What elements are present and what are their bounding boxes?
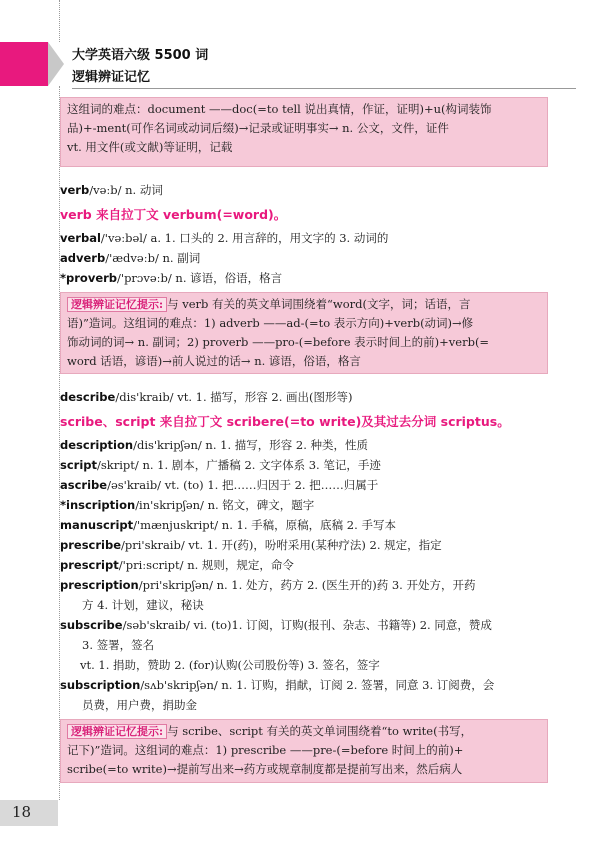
head-entry-verb <box>60 181 550 199</box>
entry-text: /səb'skraib/ vi. (to)1. 订阅，订购(报刊、杂志、书籍等) 2. 同意，赞成 <box>122 618 492 632</box>
tip-line: 语)”造词。这组词的难点：1) adverb ——ad-(=to 表示方向)+verb(动词)→修 <box>67 316 474 330</box>
entry-proverb <box>60 269 550 287</box>
tip-line: word 话语，谚语)→前人说过的话→ n. 谚语，俗语，格言 <box>67 354 361 368</box>
note-line: vt. 用文件(或文献)等证明，记载 <box>67 140 233 154</box>
headword: manuscript <box>60 518 134 532</box>
tip-text: 与 scribe、script 有关的英文单词围绕着“to write(书写， <box>167 724 473 738</box>
entry-text: /'vəːbəl/ a. 1. 口头的 2. 用言辞的，用文字的 3. 动词的 <box>100 231 389 245</box>
etymology-scribe: scribe、script 来自拉丁文 scribere(=to write)及其过去分词 scriptus。 <box>60 414 510 429</box>
page-number: 18 <box>12 803 32 821</box>
headword: subscription <box>60 678 141 692</box>
entry-text: /dis'kraib/ vt. 1. 描写，形容 2. 画出(图形等) <box>115 390 353 404</box>
headword: description <box>60 438 134 452</box>
tip-label: 逻辑辨证记忆提示: <box>67 724 167 739</box>
entry-subscribe-continued: 3. 签署，签名 <box>82 638 155 652</box>
headword: verbal <box>60 231 101 245</box>
tip-text: 与 verb 有关的英文单词围绕着“word(文字，词；话语，言 <box>167 297 471 311</box>
entry-description <box>60 436 550 454</box>
entry-inscription <box>60 496 550 514</box>
section-tab-marker <box>0 42 48 86</box>
headword: prescribe <box>60 538 122 552</box>
entry-text: /skript/ n. 1. 剧本，广播稿 2. 文字体系 3. 笔记，手迹 <box>97 458 381 472</box>
headword: prescription <box>60 578 139 592</box>
entry-script <box>60 456 550 474</box>
tip-label: 逻辑辨证记忆提示: <box>67 297 167 312</box>
entry-text: /'ædvəːb/ n. 副词 <box>105 251 201 265</box>
entry-adverb <box>60 249 550 267</box>
margin-dotted-line-top <box>59 0 60 42</box>
headword: ascribe <box>60 478 108 492</box>
head-entry-describe <box>60 388 550 406</box>
entry-text: /'mænjuskript/ n. 1. 手稿，原稿，底稿 2. 手写本 <box>133 518 396 532</box>
scribe-tip-box <box>60 719 548 783</box>
entry-prescription <box>60 576 550 594</box>
entry-prescription-continued: 方 4. 计划，建议，秘诀 <box>82 598 204 612</box>
etymology-verb: verb 来自拉丁文 verbum(=word)。 <box>60 207 287 222</box>
headword: script <box>60 458 98 472</box>
tip-line: 记下)”造词。这组词的难点：1) prescribe ——pre-(=before 时间上的前)+ <box>67 743 464 757</box>
entry-text: /pri'skripʃən/ n. 1. 处方，药方 2. (医生开的)药 3. 开处方，开药 <box>138 578 476 592</box>
headword: verb <box>60 183 90 197</box>
tip-line <box>67 722 541 741</box>
section-tab-arrow <box>48 42 64 86</box>
headword: describe <box>60 390 116 404</box>
document-note-box <box>60 97 548 167</box>
headword: adverb <box>60 251 106 265</box>
entry-text: /əs'kraib/ vt. (to) 1. 把……归因于 2. 把……归属于 <box>107 478 379 492</box>
entry-subscribe <box>60 616 550 634</box>
entry-subscribe-vt: vt. 1. 捐助，赞助 2. (for)认购(公司股份等) 3. 签名，签字 <box>80 658 380 672</box>
tip-line: scribe(=to write)→提前写出来→药方或规章制度都是提前写出来，然后病人 <box>67 762 463 776</box>
entry-manuscript <box>60 516 550 534</box>
book-title: 大学英语六级 5500 词 <box>72 48 209 63</box>
entry-prescript <box>60 556 550 574</box>
entry-text: /dis'kripʃən/ n. 1. 描写，形容 2. 种类，性质 <box>133 438 369 452</box>
header-rule <box>72 88 576 89</box>
headword: prescript <box>60 558 119 572</box>
entry-verbal <box>60 229 550 247</box>
note-line: 这组词的难点：document ——doc(=to tell 说出真情，作证，证明)+u(构词装饰 <box>67 102 492 116</box>
headword: *proverb <box>60 271 118 285</box>
entry-ascribe <box>60 476 550 494</box>
entry-text: /vəːb/ n. 动词 <box>89 183 163 197</box>
headword: subscribe <box>60 618 123 632</box>
entry-text: /sʌb'skripʃən/ n. 1. 订购，捐献，订阅 2. 签署，同意 3. 订阅费，会 <box>140 678 495 692</box>
tip-line: 饰动词的词→ n. 副词；2) proverb ——pro-(=before 表示时间上的前)+verb(= <box>67 335 490 349</box>
tip-line <box>67 295 541 314</box>
headword: *inscription <box>60 498 136 512</box>
note-line: 品)+-ment(可作名词或动词后缀)→记录或证明事实→ n. 公文，文件，证件 <box>67 121 449 135</box>
entry-subscription-continued: 员费，用户费，捐助金 <box>82 698 197 712</box>
verb-tip-box <box>60 292 548 374</box>
section-title: 逻辑辨证记忆 <box>72 70 151 85</box>
entry-subscription <box>60 676 550 694</box>
entry-text: /pri'skraib/ vt. 1. 开(药)，吩咐采用(某种疗法) 2. 规定，指定 <box>121 538 442 552</box>
entry-prescribe <box>60 536 550 554</box>
entry-text: /in'skripʃən/ n. 铭文，碑文，题字 <box>135 498 315 512</box>
entry-text: /'priːscript/ n. 规则，规定，命令 <box>118 558 294 572</box>
entry-text: /'prɔvəːb/ n. 谚语，俗语，格言 <box>117 271 283 285</box>
